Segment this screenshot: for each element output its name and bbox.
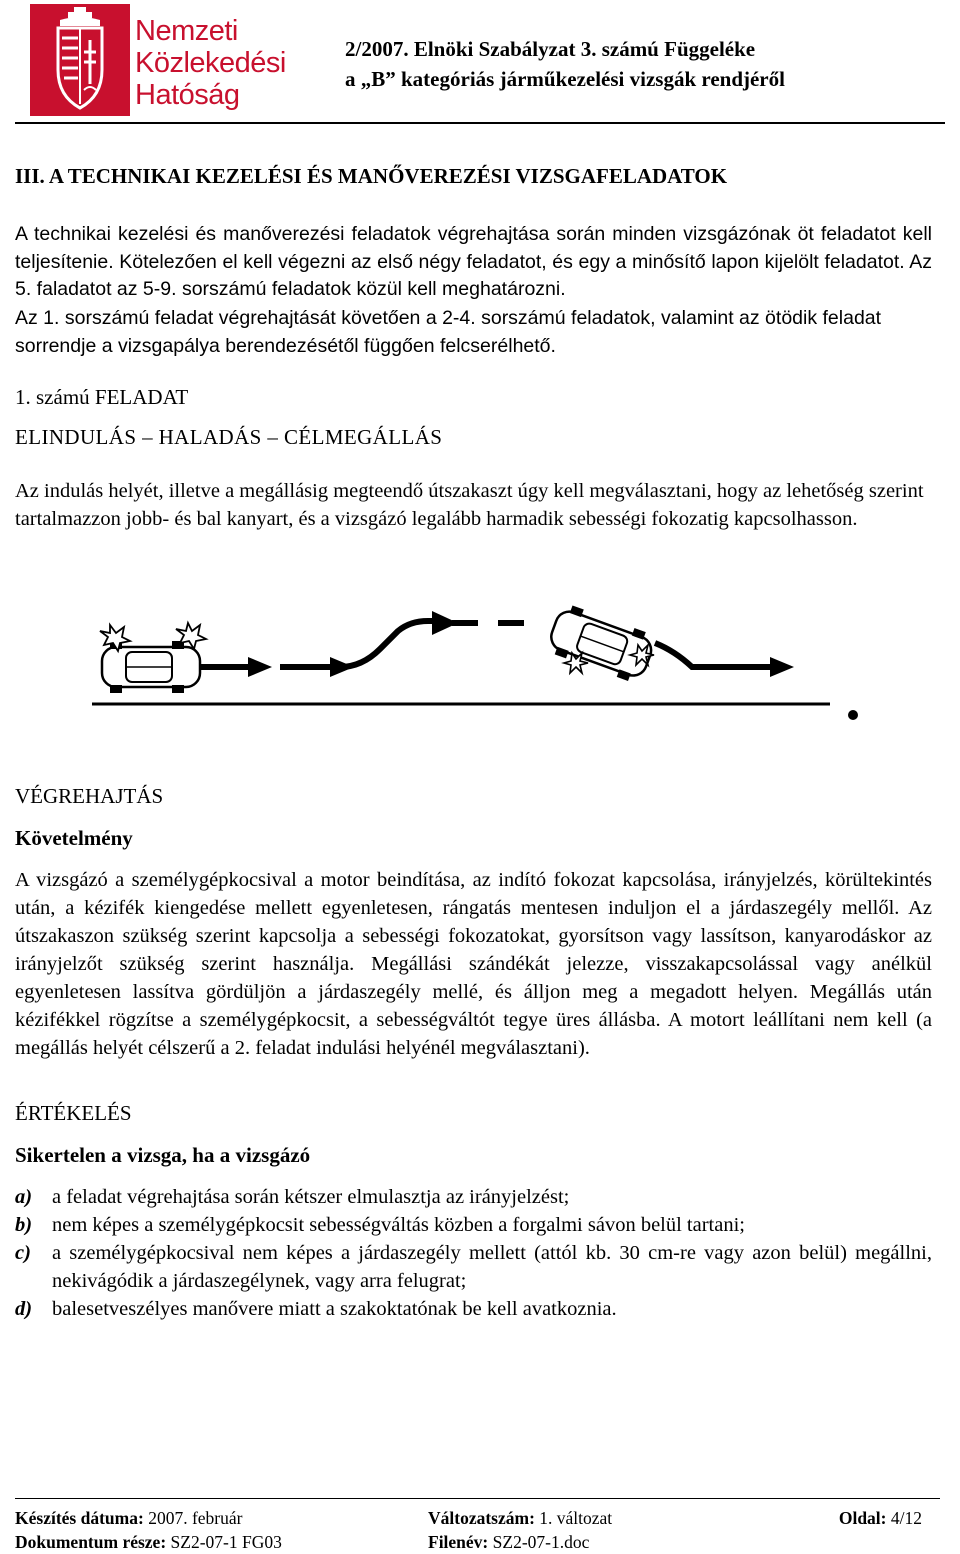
list-item-label: d) [15, 1298, 33, 1320]
footer-version [428, 1506, 612, 1530]
list-item [15, 1295, 932, 1323]
logo-line-3: Hatóság [135, 79, 240, 111]
coat-of-arms-icon [30, 4, 130, 116]
footer-docpart-label: Dokumentum része: [15, 1532, 167, 1552]
route-diagram [80, 595, 880, 730]
list-item-text: nem képes a személygépkocsit sebességváltás közben a forgalmi sávon belül tartani; [52, 1214, 745, 1236]
footer-page-label: Oldal: [838, 1508, 887, 1528]
footer-filename-value: SZ2-07-1.doc [492, 1532, 590, 1552]
intro-paragraph-2: Az 1. sorszámú feladat végrehajtását követően a 2-4. sorszámú feladatok, valamint az ötödik feladat sorrendje a vizsgapálya berendezésétől függően felcserélhető. [15, 307, 882, 357]
list-item-text: balesetveszélyes manővere miatt a szakoktatónak be kell avatkoznia. [52, 1298, 617, 1320]
footer-page-value: 4/12 [890, 1508, 922, 1528]
logo-line-1: Nemzeti [135, 15, 238, 47]
section-title: III. A TECHNIKAI KEZELÉSI ÉS MANŐVEREZÉSI VIZSGAFELADATOK [15, 164, 728, 188]
execution-heading: VÉGREHAJTÁS [15, 784, 164, 808]
header-title [345, 34, 945, 94]
footer-created-label: Készítés dátuma: [15, 1508, 144, 1528]
footer-docpart-value: SZ2-07-1 FG03 [170, 1532, 282, 1552]
footer-version-label: Változatszám: [428, 1508, 535, 1528]
footer-document-part [15, 1530, 282, 1554]
end-car-icon [545, 602, 657, 685]
header-title-line-1: 2/2007. Elnöki Szabályzat 3. számú Függeléke [345, 37, 756, 61]
logo-line-2: Közlekedési [135, 47, 286, 79]
list-item [15, 1239, 932, 1295]
list-item-label: a) [15, 1186, 33, 1208]
curb-line [92, 704, 858, 720]
start-car-icon [100, 623, 206, 693]
footer-page [839, 1506, 922, 1530]
task-name: ELINDULÁS – HALADÁS – CÉLMEGÁLLÁS [15, 425, 443, 449]
list-item [15, 1211, 932, 1239]
list-item-text: a személygépkocsival nem képes a járdaszegély mellett (attól kb. 30 cm-re vagy azon belül) megállni, nekivágódik a járdaszegélynek, vagy arra felugrat; [52, 1242, 932, 1292]
footer-created [15, 1506, 242, 1530]
route-path [192, 621, 775, 667]
task-description: Az indulás helyét, illetve a megállásig megteendő útszakaszt úgy kell megválasztani, hogy az lehetőség szerint tartalmazzon jobb- és bal kanyart, és a vizsgázó legalább harmadik sebességi fokozatig kapcsolhasson. [15, 480, 924, 530]
footer-version-value: 1. változat [539, 1508, 613, 1528]
failure-conditions-heading: Sikertelen a vizsga, ha a vizsgázó [15, 1143, 311, 1167]
evaluation-heading: ÉRTÉKELÉS [15, 1101, 132, 1125]
list-item [15, 1183, 932, 1211]
footer-filename-label: Filenév: [428, 1532, 489, 1552]
list-item-text: a feladat végrehajtása során kétszer elmulasztja az irányjelzést; [52, 1186, 570, 1208]
authority-logo [30, 4, 320, 116]
header-title-line-2: a „B” kategóriás járműkezelési vizsgák rendjéről [345, 67, 785, 91]
requirement-text: A vizsgázó a személygépkocsival a motor beindítása, az indító fokozat kapcsolása, irányjelzés, körültekintés után, a kézifék kiengedése mellett egyenletesen, rángatás mentesen induljon el a járdaszegély mellől. Az útszakaszon szükség szerint kapcsolja a sebességi fokozatokat, gyorsítson vagy lassítson, kanyarodáskor az irányjelzőt szükség szerint használja. Megállási szándékát jelezze, visszakapcsolással vagy anélkül egyenletesen lassítva gördüljön a járdaszegély mellé, és álljon meg a megadott helyen. Megállás után kézifékkel rögzítse a személygépkocsit, a sebességváltót tegye üres állásba. A motort leállítani nem kell (a megállás helyét célszerű a 2. feladat indulási helyénél megválasztani). [15, 869, 932, 1059]
intro-paragraph-1: A technikai kezelési és manőverezési feladatok végrehajtása során minden vizsgázónak öt feladatot kell teljesítenie. Kötelezően el kell végezni az első négy feladatot, és egy a minősítő lapon kijelölt feladatot. Az 5. faladatot az 5-9. sorszámú feladatok közül kell meghatározni. [15, 223, 932, 300]
list-item-label: b) [15, 1214, 33, 1236]
requirement-heading: Követelmény [15, 826, 133, 850]
footer-created-value: 2007. február [148, 1508, 243, 1528]
header-divider [15, 122, 945, 124]
list-item-label: c) [15, 1242, 31, 1264]
footer-divider [15, 1498, 940, 1499]
task-number: 1. számú FELADAT [15, 385, 189, 409]
footer-filename [428, 1530, 589, 1554]
